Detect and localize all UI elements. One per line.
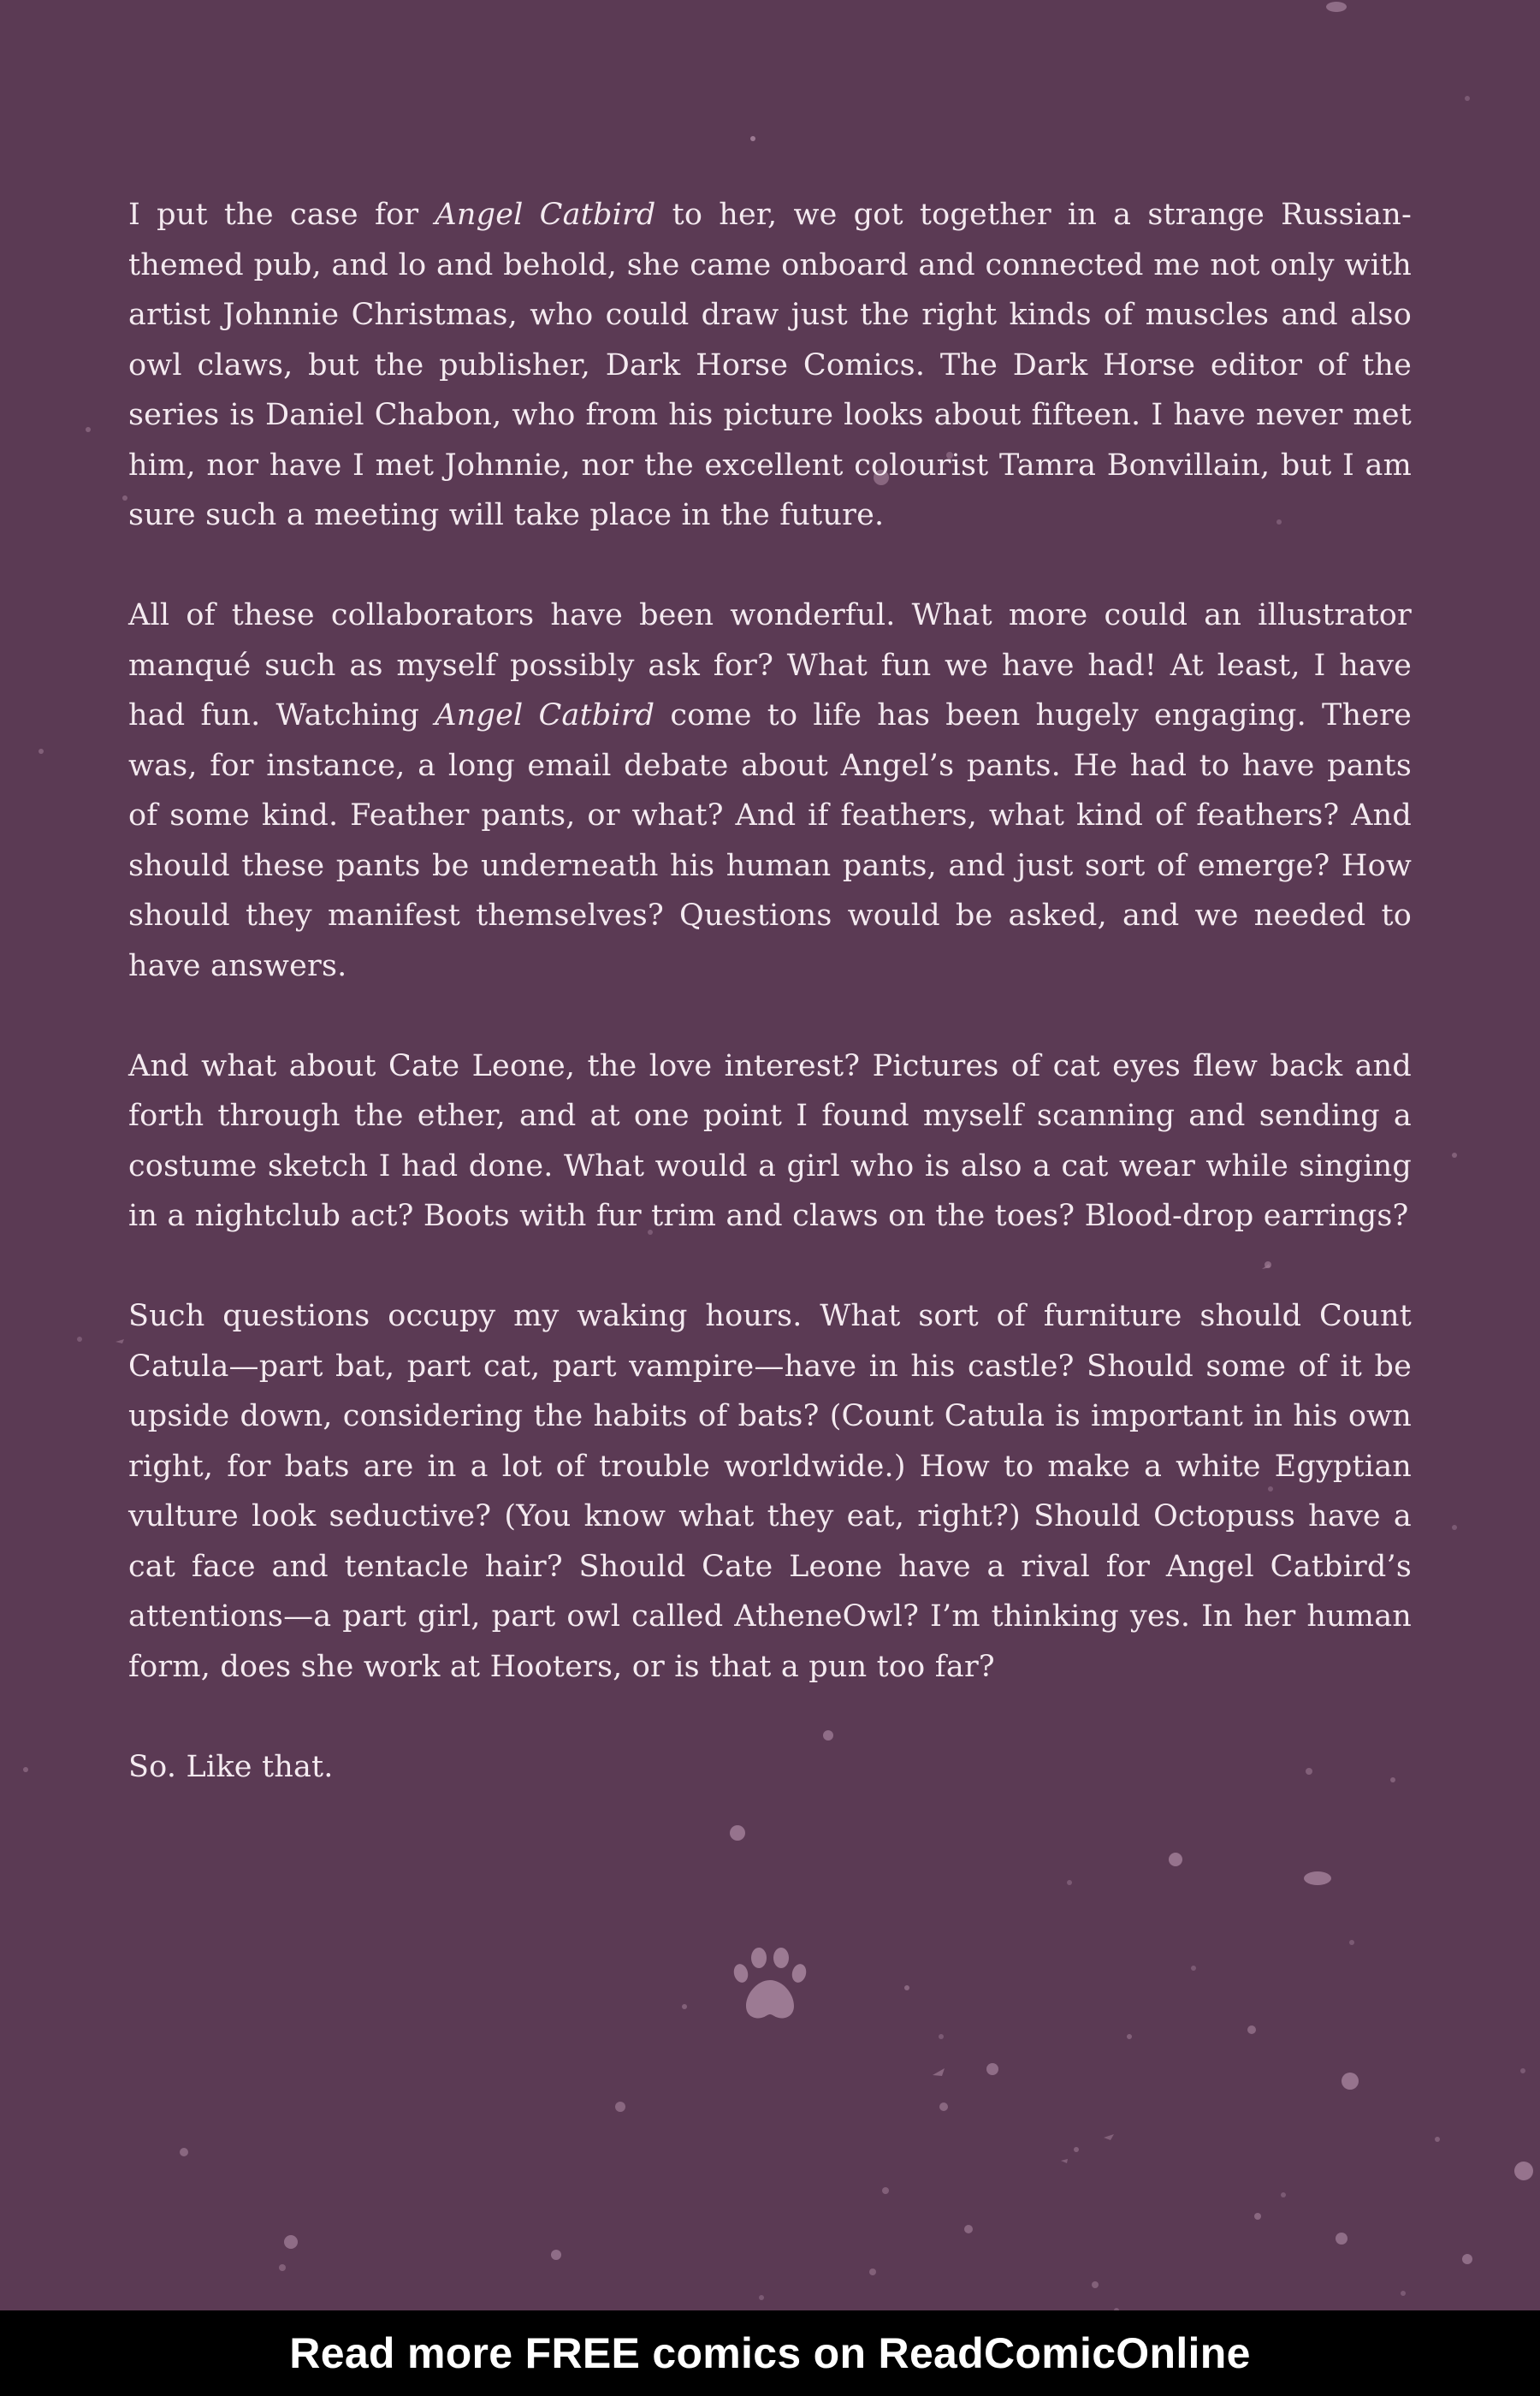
article-body bbox=[128, 190, 1412, 1842]
paragraph-1-text-a: I put the case for bbox=[128, 198, 435, 232]
book-title: Angel Catbird bbox=[435, 698, 655, 732]
paragraph-4: Such questions occupy my waking hours. What sort of furniture should Count Catula—part bat, part cat, part vampire—have in his castle? Should some of it be upside down, considering the habits of bats? (Count Catula is important in his own right, for bats are in a lot of trouble worldwide.) How to make a white Egyptian vulture look seductive? (You know what they eat, right?) Should Octopuss have a cat face and tentacle hair? Should Cate Leone have a rival for Angel Catbird’s attentions—a part girl, part owl called AtheneOwl? I’m thinking yes. In her human form, does she work at Hooters, or is that a pun too far? bbox=[128, 1299, 1412, 1684]
paragraph-3: And what about Cate Leone, the love interest? Pictures of cat eyes flew back and forth through the ether, and at one point I found myself scanning and sending a costume sketch I had done. What would a girl who is also a cat wear while singing in a nightclub act? Boots with fur trim and claws on the toes? Blood-drop earrings? bbox=[128, 1048, 1412, 1233]
paragraph-1 bbox=[128, 190, 1412, 541]
paragraph-2-text-a: All of these collaborators have been wonderful. What more could an illustrator manqué such as myself possibly ask for? What fun we have had! At least, I have had fun. Watching bbox=[128, 598, 1412, 732]
paragraph-2 bbox=[128, 590, 1412, 991]
paragraph-2-text-b: come to life has been hugely engaging. There was, for instance, a long email debate about Angel’s pants. He had to have pants of some kind. Feather pants, or what? And if feathers, what kind of feathers? And should these pants be underneath his human pants, and just sort of emerge? How should they manifest themselves? Questions would be asked, and we needed to have answers. bbox=[128, 698, 1412, 983]
paragraph-1-text-b: to her, we got together in a strange Russian-themed pub, and lo and behold, she came onboard and connected me not only with artist Johnnie Christmas, who could draw just the right kinds of muscles and also owl claws, but the publisher, Dark Horse Comics. The Dark Horse editor of the series is Daniel Chabon, who from his picture looks about fifteen. I have never met him, nor have I met Johnnie, nor the excellent colourist Tamra Bonvillain, but I am sure such a meeting will take place in the future. bbox=[128, 198, 1412, 532]
paragraph-5: So. Like that. bbox=[128, 1749, 334, 1784]
book-title: Angel Catbird bbox=[435, 198, 656, 232]
paw-print-icon bbox=[729, 1942, 811, 2025]
footer-banner[interactable] bbox=[0, 2310, 1540, 2396]
footer-banner-text[interactable]: Read more FREE comics on ReadComicOnline bbox=[289, 2329, 1251, 2377]
